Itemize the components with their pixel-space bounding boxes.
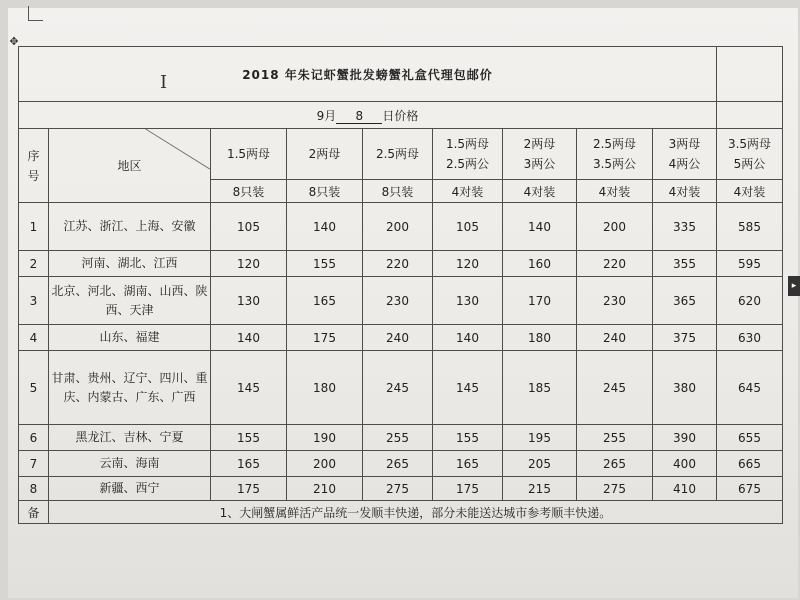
price-cell: 180 [287,351,363,425]
price-cell: 255 [577,425,653,451]
date-suffix: 日价格 [382,108,419,123]
price-cell: 265 [363,451,433,477]
table-move-handle-icon[interactable]: ✥ [9,35,19,48]
row-region: 甘肃、贵州、辽宁、四川、重庆、内蒙古、广东、广西 [49,351,211,425]
price-cell: 175 [433,477,503,501]
row-index: 8 [19,477,49,501]
price-cell: 140 [287,203,363,251]
price-cell: 220 [363,251,433,277]
spec-col-7-line-2: 4两公 [668,157,701,171]
header-row [19,129,783,180]
price-cell: 145 [433,351,503,425]
price-cell: 155 [433,425,503,451]
price-cell: 410 [653,477,717,501]
spec-col-4-line-1: 1.5两母 [445,137,490,151]
price-cell: 200 [287,451,363,477]
text-cursor-icon: I [160,72,168,93]
price-table [18,46,783,524]
price-cell: 645 [717,351,783,425]
price-cell: 105 [433,203,503,251]
price-cell: 120 [433,251,503,277]
price-cell: 140 [211,325,287,351]
price-cell: 240 [363,325,433,351]
row-index: 6 [19,425,49,451]
price-cell: 160 [503,251,577,277]
spec-col-4 [433,129,503,180]
pack-col-7: 4对装 [653,180,717,203]
price-cell: 275 [577,477,653,501]
pack-col-1: 8只装 [211,180,287,203]
row-index: 5 [19,351,49,425]
price-cell: 165 [433,451,503,477]
price-cell: 595 [717,251,783,277]
price-cell: 155 [287,251,363,277]
price-cell: 585 [717,203,783,251]
spec-col-2 [287,129,363,180]
price-cell: 120 [211,251,287,277]
row-index: 4 [19,325,49,351]
price-cell: 180 [503,325,577,351]
diagonal-line [49,129,210,202]
price-cell: 210 [287,477,363,501]
note-label: 备 [19,501,49,524]
table-row [19,203,783,251]
spec-col-8-line-1: 3.5两母 [727,137,772,151]
spec-col-7 [653,129,717,180]
price-cell: 665 [717,451,783,477]
row-region: 黑龙江、吉林、宁夏 [49,425,211,451]
region-header-label: 地区 [117,159,142,173]
spec-col-8-line-2: 5两公 [733,157,766,171]
note-text: 1、大闸蟹属鲜活产品统一发顺丰快递，部分未能送达城市参考顺丰快递。 [49,501,783,524]
row-region: 河南、湖北、江西 [49,251,211,277]
price-cell: 155 [211,425,287,451]
row-index: 7 [19,451,49,477]
price-cell: 170 [503,277,577,325]
spec-col-3 [363,129,433,180]
table-row [19,477,783,501]
spec-col-5-line-1: 2两母 [523,137,556,151]
price-cell: 630 [717,325,783,351]
title-side-cell [717,47,783,102]
spec-col-4-line-2: 2.5两公 [445,157,490,171]
price-cell: 655 [717,425,783,451]
price-cell: 240 [577,325,653,351]
price-cell: 230 [577,277,653,325]
date-row [19,102,783,129]
price-cell: 130 [211,277,287,325]
title-row [19,47,783,102]
price-cell: 165 [287,277,363,325]
price-cell: 175 [287,325,363,351]
price-cell: 140 [433,325,503,351]
row-region: 云南、海南 [49,451,211,477]
date-month: 9月 [316,108,337,123]
price-cell: 140 [503,203,577,251]
price-cell: 165 [211,451,287,477]
spec-col-8 [717,129,783,180]
price-cell: 620 [717,277,783,325]
price-cell: 105 [211,203,287,251]
right-edge-tab[interactable]: ▸ [788,276,800,296]
price-cell: 215 [503,477,577,501]
table-row [19,251,783,277]
spec-col-5-line-2: 3两公 [523,157,556,171]
price-cell: 200 [577,203,653,251]
price-cell: 275 [363,477,433,501]
price-cell: 195 [503,425,577,451]
price-cell: 375 [653,325,717,351]
spec-col-7-line-1: 3两母 [668,137,701,151]
spec-col-5 [503,129,577,180]
price-cell: 205 [503,451,577,477]
note-row [19,501,783,524]
price-cell: 190 [287,425,363,451]
spec-col-2-line-1: 2两母 [308,147,341,161]
pack-col-2: 8只装 [287,180,363,203]
spec-col-1 [211,129,287,180]
spec-col-1-line-1: 1.5两母 [226,147,271,161]
price-cell: 130 [433,277,503,325]
table-row [19,277,783,325]
index-header [19,129,49,203]
spec-col-6 [577,129,653,180]
table-row [19,351,783,425]
price-cell: 245 [363,351,433,425]
page-corner-mark [28,6,43,21]
price-cell: 185 [503,351,577,425]
price-cell: 145 [211,351,287,425]
price-cell: 255 [363,425,433,451]
price-cell: 380 [653,351,717,425]
price-cell: 175 [211,477,287,501]
price-cell: 365 [653,277,717,325]
table-title: 2018 年朱记虾蟹批发螃蟹礼盒代理包邮价 [19,47,717,102]
date-line [19,102,717,129]
region-header [49,129,211,203]
price-cell: 355 [653,251,717,277]
price-cell: 390 [653,425,717,451]
pack-col-8: 4对装 [717,180,783,203]
price-cell: 675 [717,477,783,501]
date-side-cell [717,102,783,129]
row-region: 北京、河北、湖南、山西、陕西、天津 [49,277,211,325]
price-cell: 230 [363,277,433,325]
row-index: 2 [19,251,49,277]
row-index: 3 [19,277,49,325]
index-header-label: 序号 [27,148,40,183]
pack-col-4: 4对装 [433,180,503,203]
pack-col-3: 8只装 [363,180,433,203]
price-cell: 400 [653,451,717,477]
price-cell: 335 [653,203,717,251]
price-cell: 200 [363,203,433,251]
row-region: 新疆、西宁 [49,477,211,501]
spec-col-6-line-1: 2.5两母 [592,137,637,151]
row-region: 江苏、浙江、上海、安徽 [49,203,211,251]
price-cell: 245 [577,351,653,425]
spec-col-3-line-1: 2.5两母 [375,147,420,161]
table-row [19,425,783,451]
date-day[interactable]: 8 [336,109,382,124]
pack-col-6: 4对装 [577,180,653,203]
price-cell: 220 [577,251,653,277]
table-row [19,325,783,351]
pack-col-5: 4对装 [503,180,577,203]
table-row [19,451,783,477]
row-index: 1 [19,203,49,251]
price-cell: 265 [577,451,653,477]
row-region: 山东、福建 [49,325,211,351]
price-rows [19,203,783,501]
spec-col-6-line-2: 3.5两公 [592,157,637,171]
